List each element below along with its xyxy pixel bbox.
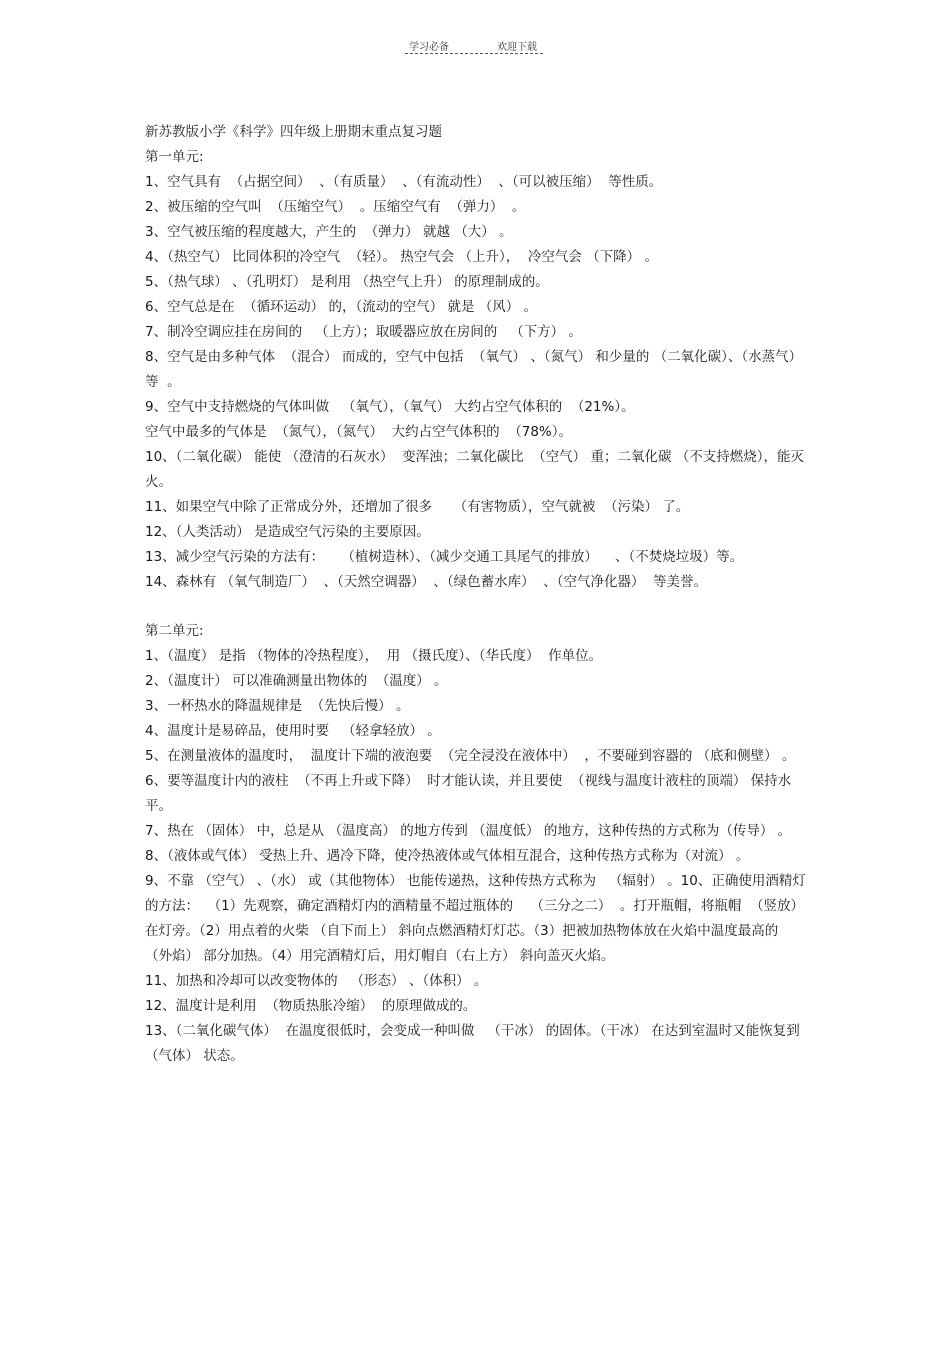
section-spacer xyxy=(145,595,813,619)
list-item: 6、要等温度计内的液柱 （不再上升或下降） 时才能认读，并且要使 （视线与温度计液柱的顶端） 保持水平。 xyxy=(145,773,792,814)
list-item: 13、减少空气污染的方法有： （植树造林）、（减少交通工具尾气的排放） 、（不焚烧垃圾）等。 xyxy=(145,549,744,565)
document-body xyxy=(145,120,813,1069)
list-item: 6、空气总是在 （循环运动） 的，（流动的空气） 就是 （风） 。 xyxy=(145,299,538,315)
list-item: 10、（二氧化碳） 能使 （澄清的石灰水） 变浑浊；二氧化碳比 （空气） 重；二氧化碳 （不支持燃烧），能灭火。 xyxy=(145,449,805,490)
list-item: 8、（液体或气体） 受热上升、遇冷下降，使冷热液体或气体相互混合，这种传热方式称为（对流） 。 xyxy=(145,848,750,864)
section-heading: 第二单元: xyxy=(145,623,204,639)
list-item: 11、加热和冷却可以改变物体的 （形态） 、（体积） 。 xyxy=(145,973,488,989)
header-divider xyxy=(405,53,543,54)
list-item: 5、在测量液体的温度时， 温度计下端的液泡要 （完全浸没在液体中） ，不要碰到容器的 （底和侧壁） 。 xyxy=(145,748,796,764)
header-right-text: 欢迎下载 xyxy=(497,42,537,53)
section-unit-1 xyxy=(145,145,813,595)
list-item: 1、（温度） 是指 （物体的冷热程度）， 用 （摄氏度）、（华氏度） 作单位。 xyxy=(145,648,603,664)
list-item: 9、不靠 （空气） 、（水） 或（其他物体） 也能传递热，这种传热方式称为 （辐射） 。10、正确使用酒精灯的方法： （1）先观察，确定酒精灯内的酒精量不超过瓶体的 （三分之二） 。打开瓶帽，将瓶帽 （竖放） 在灯旁。（2）用点着的火柴 （自下而上） 斜向点燃酒精灯灯芯。（3）把被加热物体放在火焰中温度最高的 （外焰） 部分加热。（4）用完酒精灯后，用灯帽自（右上方） 斜向盖灭火焰。 xyxy=(145,873,809,964)
list-item: 12、（人类活动） 是造成空气污染的主要原因。 xyxy=(145,524,430,540)
list-item: 8、空气是由多种气体 （混合） 而成的，空气中包括 （氧气） 、（氮气） 和少量的 （二氧化碳）、（水蒸气）等 。 xyxy=(145,349,803,390)
list-item: 9、空气中支持燃烧的气体叫做 （氧气），（氧气） 大约占空气体积的 （21%）。 xyxy=(145,399,635,415)
list-item: 2、被压缩的空气叫 （压缩空气） 。压缩空气有 （弹力） 。 xyxy=(145,199,526,215)
list-item: 3、空气被压缩的程度越大，产生的 （弹力） 就越 （大） 。 xyxy=(145,224,513,240)
list-item: 1、空气具有 （占据空间） 、（有质量） 、（有流动性） 、（可以被压缩） 等性质。 xyxy=(145,174,663,190)
list-item: 7、热在 （固体） 中，总是从 （温度高） 的地方传到 （温度低） 的地方，这种传热的方式称为（传导） 。 xyxy=(145,823,792,839)
document-title: 新苏教版小学《科学》四年级上册期末重点复习题 xyxy=(145,124,442,140)
section-unit-2 xyxy=(145,619,813,1069)
list-item: 2、（温度计） 可以准确测量出物体的 （温度） 。 xyxy=(145,673,448,689)
list-item: 空气中最多的气体是 （氮气），（氮气） 大约占空气体积的 （78%）。 xyxy=(145,424,573,440)
list-item: 3、一杯热水的降温规律是 （先快后慢） 。 xyxy=(145,698,410,714)
list-item: 7、制冷空调应挂在房间的 （上方）；取暖器应放在房间的 （下方） 。 xyxy=(145,324,582,340)
list-item: 5、（热气球） 、（孔明灯） 是利用 （热空气上升） 的原理制成的。 xyxy=(145,274,549,290)
list-item: 14、森林有 （氧气制造厂） 、（天然空调器） 、（绿色蓄水库） 、（空气净化器） 等美誉。 xyxy=(145,574,708,590)
list-item: 12、温度计是利用 （物质热胀冷缩） 的原理做成的。 xyxy=(145,998,477,1014)
header-left-text: 学习必备 xyxy=(409,42,449,53)
list-item: 4、温度计是易碎品，使用时要 （轻拿轻放） 。 xyxy=(145,723,441,739)
section-heading: 第一单元: xyxy=(145,149,204,165)
list-item: 13、（二氧化碳气体） 在温度很低时，会变成一种叫做 （干冰） 的固体。（干冰） 在达到室温时又能恢复到 （气体） 状态。 xyxy=(145,1023,809,1064)
list-item: 4、（热空气） 比同体积的冷空气 （轻）。 热空气会 （上升）， 冷空气会 （下降） 。 xyxy=(145,249,658,265)
list-item: 11、如果空气中除了正常成分外，还增加了很多 （有害物质），空气就被 （污染） 了。 xyxy=(145,499,690,515)
